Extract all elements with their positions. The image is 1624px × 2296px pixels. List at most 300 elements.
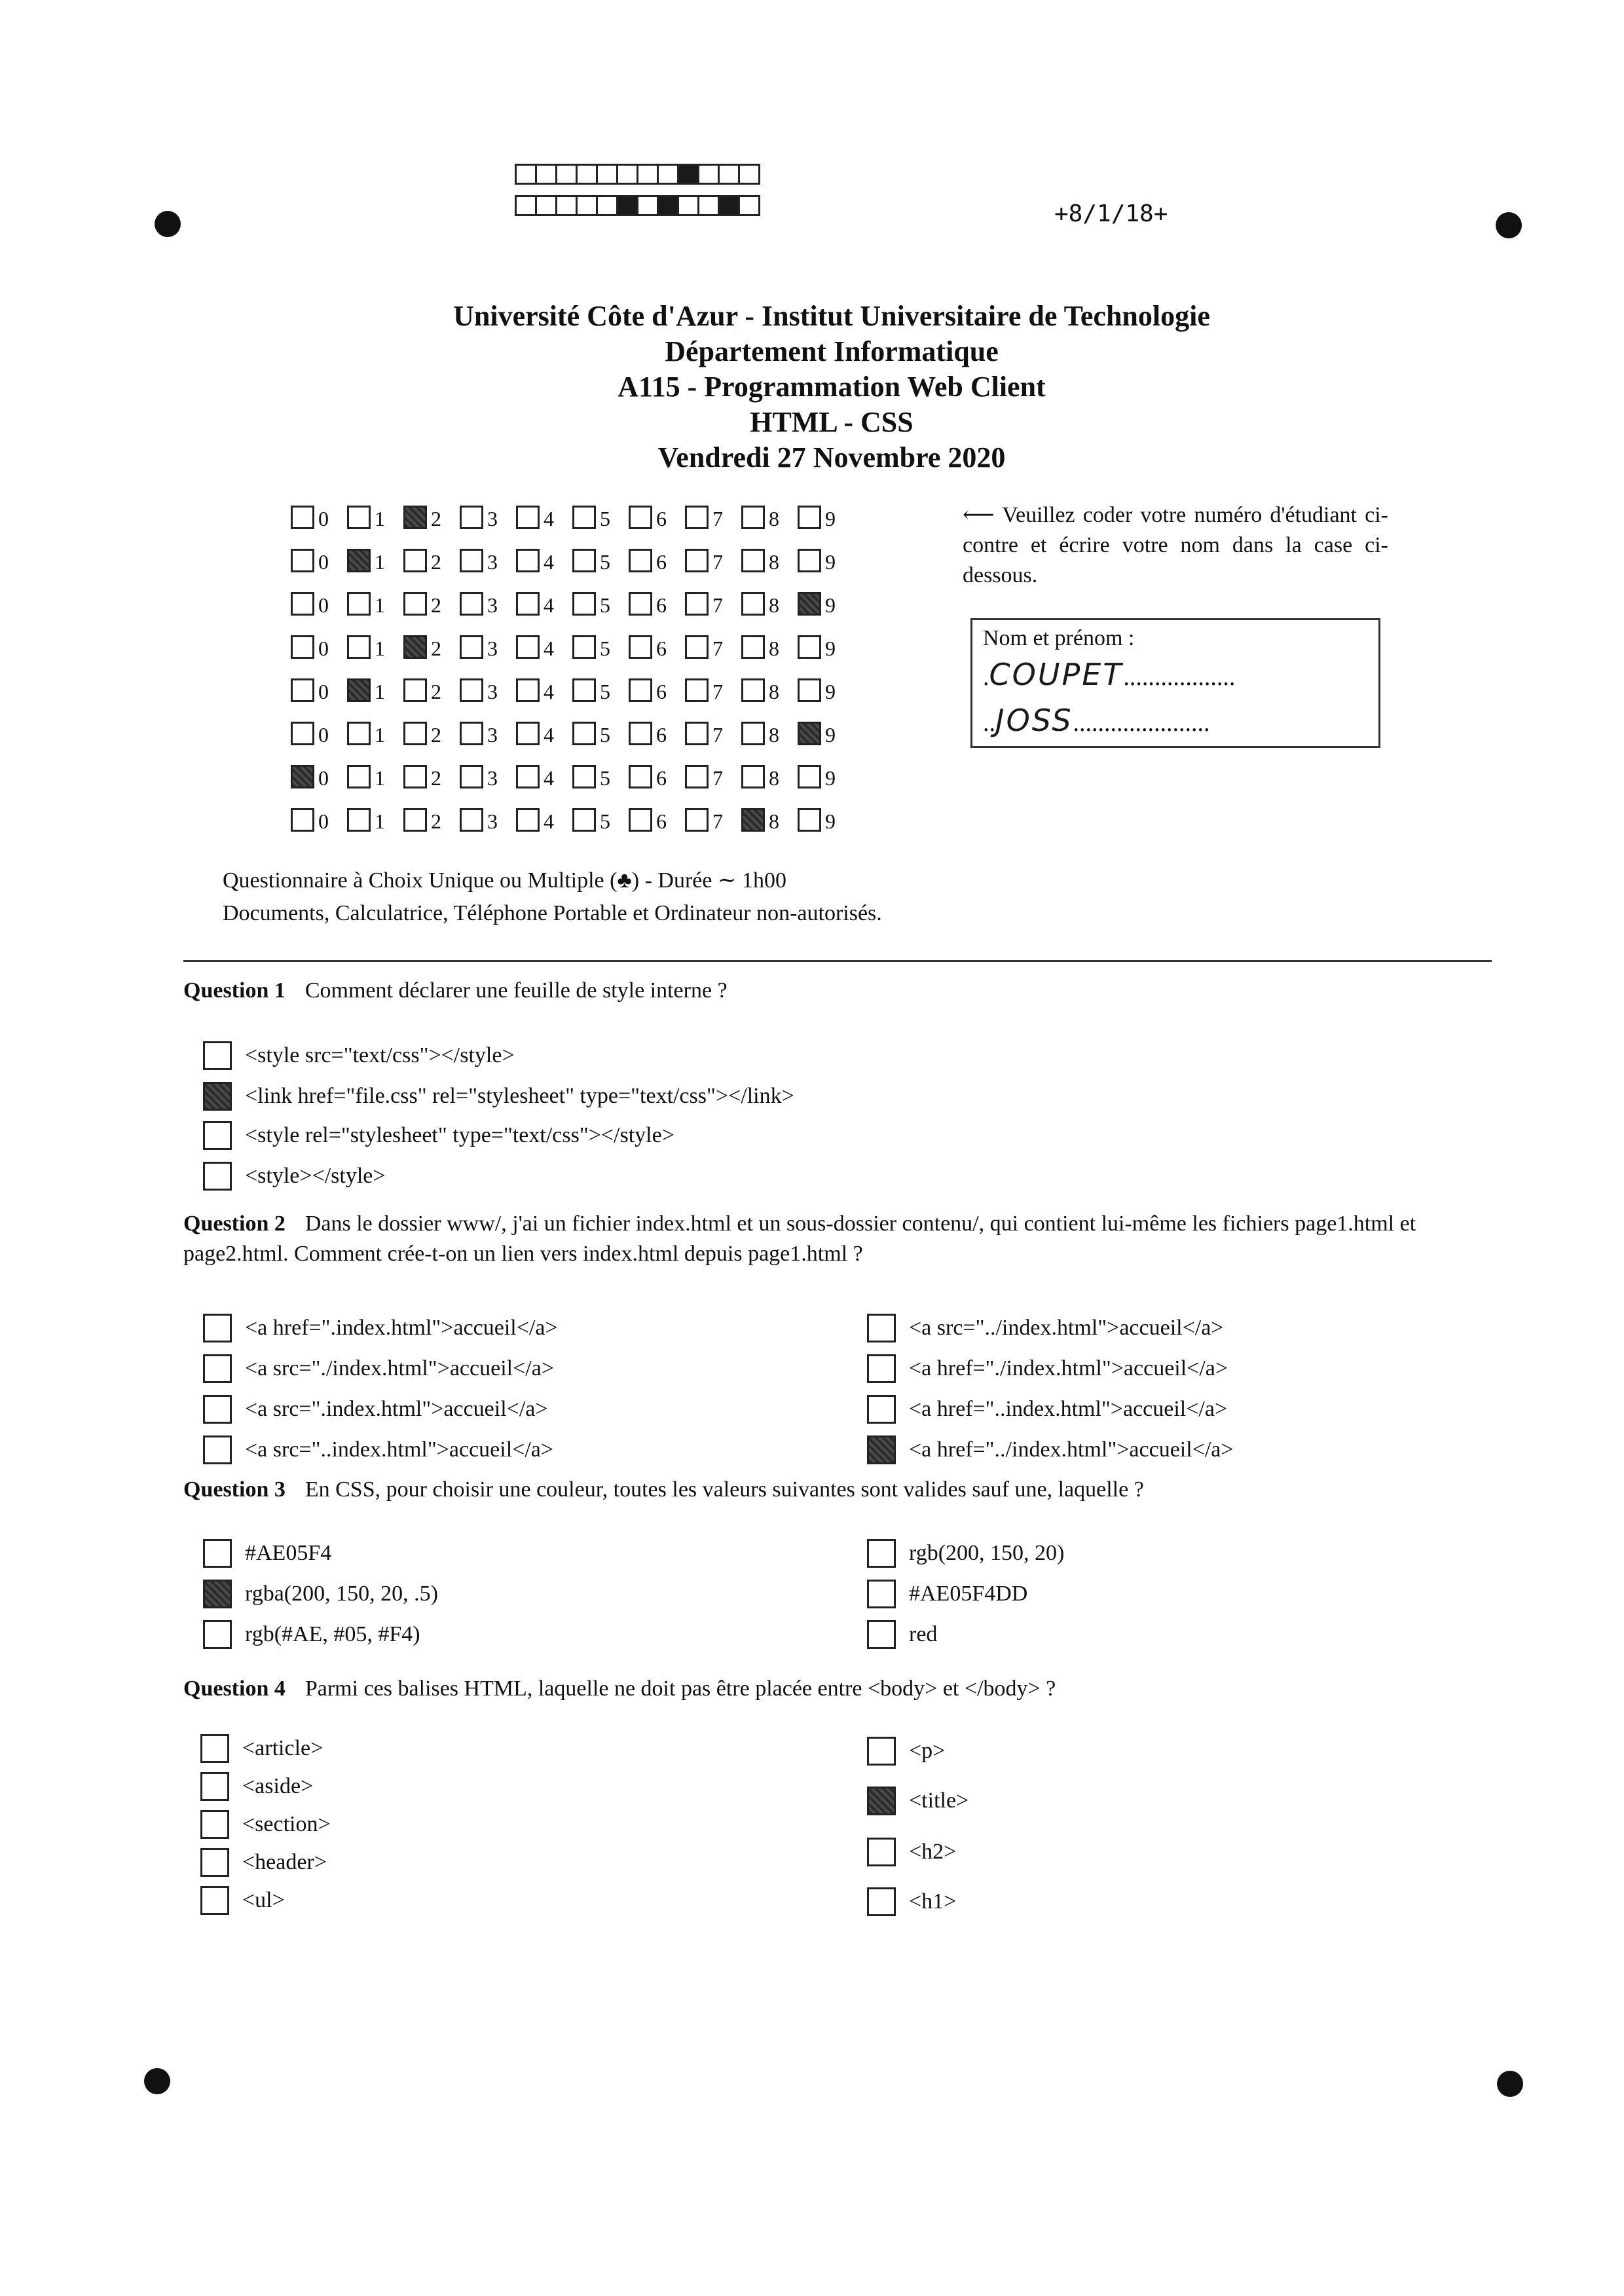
question-title	[183, 1674, 1493, 1704]
answer-checkbox[interactable]	[867, 1580, 896, 1608]
digit-option[interactable]	[347, 630, 403, 659]
digit-option[interactable]	[798, 587, 854, 616]
digit-option[interactable]	[347, 716, 403, 745]
answer-checkbox[interactable]	[203, 1041, 232, 1070]
checkbox[interactable]	[685, 722, 709, 745]
barcode-cell	[535, 195, 557, 216]
answer-option[interactable]	[867, 1838, 956, 1866]
digit-label: 9	[825, 637, 836, 660]
answer-checkbox[interactable]	[203, 1580, 232, 1608]
answer-checkbox[interactable]	[203, 1620, 232, 1649]
answer-label: <title>	[909, 1788, 969, 1813]
checkbox[interactable]	[629, 635, 652, 659]
checkbox[interactable]	[685, 808, 709, 832]
checkbox[interactable]	[685, 549, 709, 572]
department-title: Département Informatique	[665, 335, 999, 367]
checkbox[interactable]	[516, 592, 540, 616]
answer-checkbox[interactable]	[867, 1787, 896, 1815]
answer-option[interactable]	[200, 1810, 331, 1839]
first-name-handwritten: JOSS	[995, 703, 1073, 738]
digit-label: 8	[769, 723, 779, 747]
question-number: Question 3	[183, 1477, 286, 1502]
answer-label: red	[909, 1622, 938, 1646]
answer-option[interactable]	[867, 1314, 1223, 1342]
digit-option[interactable]	[516, 630, 572, 659]
checkbox[interactable]	[516, 678, 540, 702]
checkbox[interactable]	[347, 722, 371, 745]
digit-option[interactable]	[347, 760, 403, 788]
digit-label: 4	[544, 809, 554, 833]
digit-option[interactable]	[460, 716, 516, 745]
student-number-row	[291, 544, 854, 572]
checkbox[interactable]	[685, 592, 709, 616]
answer-option[interactable]	[867, 1787, 969, 1815]
digit-option[interactable]	[572, 673, 629, 702]
answer-option[interactable]	[203, 1620, 420, 1649]
checkbox[interactable]	[629, 592, 652, 616]
checkbox[interactable]	[516, 808, 540, 832]
digit-option[interactable]	[629, 544, 685, 572]
digit-option[interactable]	[460, 587, 516, 616]
digit-option[interactable]	[403, 760, 460, 788]
digit-label: 3	[487, 766, 498, 790]
checkbox[interactable]	[291, 592, 314, 616]
checkbox[interactable]	[629, 722, 652, 745]
digit-option[interactable]	[629, 716, 685, 745]
digit-option[interactable]	[798, 544, 854, 572]
answer-label: <a href=".index.html">accueil</a>	[245, 1316, 558, 1340]
barcode-cell	[718, 195, 740, 216]
digit-option[interactable]	[572, 803, 629, 832]
checkbox[interactable]	[572, 549, 596, 572]
checkbox[interactable]	[741, 592, 765, 616]
checkbox[interactable]	[572, 722, 596, 745]
digit-option[interactable]	[460, 630, 516, 659]
digit-option[interactable]	[291, 760, 347, 788]
question-number: Question 1	[183, 978, 286, 1003]
answer-option[interactable]	[200, 1886, 285, 1915]
checkbox[interactable]	[741, 506, 765, 529]
answer-label: <link href="file.css" rel="stylesheet" type="text/css"></link>	[245, 1084, 794, 1108]
barcode-row	[515, 195, 758, 216]
answer-label: <h1>	[909, 1889, 957, 1914]
digit-option[interactable]	[629, 803, 685, 832]
checkbox[interactable]	[403, 765, 427, 788]
checkbox[interactable]	[291, 506, 314, 529]
answer-checkbox[interactable]	[200, 1886, 229, 1915]
digit-label: 7	[712, 637, 723, 660]
digit-option[interactable]	[685, 544, 741, 572]
digit-option[interactable]	[685, 760, 741, 788]
answer-label: #AE05F4	[245, 1541, 332, 1565]
checkbox[interactable]	[629, 765, 652, 788]
digit-option[interactable]	[685, 673, 741, 702]
digit-option[interactable]	[572, 630, 629, 659]
checkbox[interactable]	[291, 765, 314, 788]
answer-checkbox[interactable]	[200, 1734, 229, 1763]
checkbox[interactable]	[572, 506, 596, 529]
answer-checkbox[interactable]	[203, 1435, 232, 1464]
topic-title: HTML - CSS	[750, 406, 913, 438]
digit-label: 5	[600, 680, 610, 703]
checkbox[interactable]	[741, 635, 765, 659]
digit-option[interactable]	[685, 630, 741, 659]
answer-checkbox[interactable]	[867, 1838, 896, 1866]
digit-label: 8	[769, 637, 779, 660]
digit-label: 7	[712, 723, 723, 747]
checkbox[interactable]	[572, 678, 596, 702]
answer-checkbox[interactable]	[203, 1539, 232, 1568]
student-number-row	[291, 803, 854, 832]
digit-option[interactable]	[572, 500, 629, 529]
barcode-cell	[718, 164, 740, 185]
barcode-cell	[738, 195, 760, 216]
digit-option[interactable]	[460, 500, 516, 529]
answer-option[interactable]	[200, 1848, 327, 1877]
answer-checkbox[interactable]	[867, 1539, 896, 1568]
answer-checkbox[interactable]	[867, 1435, 896, 1464]
digit-option[interactable]	[460, 760, 516, 788]
checkbox[interactable]	[572, 635, 596, 659]
answer-option[interactable]	[867, 1435, 1234, 1464]
answer-checkbox[interactable]	[203, 1082, 232, 1111]
course-title: A115 - Programmation Web Client	[618, 371, 1046, 403]
barcode-cell	[657, 195, 679, 216]
digit-option[interactable]	[347, 587, 403, 616]
digit-label: 9	[825, 809, 836, 833]
answer-checkbox[interactable]	[203, 1314, 232, 1342]
barcode-cell	[535, 164, 557, 185]
name-label: Nom et prénom :	[983, 626, 1135, 650]
checkbox[interactable]	[798, 722, 821, 745]
digit-option[interactable]	[798, 760, 854, 788]
checkbox[interactable]	[629, 506, 652, 529]
digit-label: 1	[375, 809, 385, 833]
digit-option[interactable]	[685, 587, 741, 616]
digit-option[interactable]	[403, 544, 460, 572]
answer-checkbox[interactable]	[203, 1162, 232, 1191]
checkbox[interactable]	[460, 635, 483, 659]
checkbox[interactable]	[798, 808, 821, 832]
checkbox[interactable]	[347, 549, 371, 572]
checkbox[interactable]	[685, 506, 709, 529]
checkbox[interactable]	[741, 808, 765, 832]
digit-label: 6	[656, 593, 667, 617]
checkbox[interactable]	[347, 635, 371, 659]
digit-option[interactable]	[629, 630, 685, 659]
digit-label: 8	[769, 550, 779, 574]
question-number: Question 4	[183, 1676, 286, 1701]
answer-option[interactable]	[203, 1435, 553, 1464]
answer-label: <style rel="stylesheet" type="text/css"></style>	[245, 1123, 674, 1147]
answer-option[interactable]	[203, 1539, 331, 1568]
checkbox[interactable]	[516, 549, 540, 572]
digit-option[interactable]	[403, 673, 460, 702]
digit-option[interactable]	[572, 587, 629, 616]
digit-option[interactable]	[798, 716, 854, 745]
digit-label: 8	[769, 507, 779, 530]
checkbox[interactable]	[572, 592, 596, 616]
answer-option[interactable]	[203, 1314, 558, 1342]
digit-label: 8	[769, 766, 779, 790]
digit-option[interactable]	[798, 803, 854, 832]
answer-option[interactable]	[867, 1620, 937, 1649]
last-name-handwritten: COUPET	[989, 657, 1124, 692]
checkbox[interactable]	[291, 808, 314, 832]
digit-option[interactable]	[629, 760, 685, 788]
checkbox[interactable]	[460, 722, 483, 745]
answer-checkbox[interactable]	[867, 1737, 896, 1766]
checkbox[interactable]	[291, 549, 314, 572]
digit-option[interactable]	[516, 803, 572, 832]
checkbox[interactable]	[347, 678, 371, 702]
digit-option[interactable]	[347, 803, 403, 832]
answer-checkbox[interactable]	[867, 1395, 896, 1424]
digit-option[interactable]	[291, 673, 347, 702]
digit-option[interactable]	[403, 500, 460, 529]
digit-option[interactable]	[516, 587, 572, 616]
digit-option[interactable]	[460, 803, 516, 832]
digit-option[interactable]	[291, 630, 347, 659]
checkbox[interactable]	[798, 592, 821, 616]
digit-label: 6	[656, 680, 667, 703]
checkbox[interactable]	[347, 506, 371, 529]
digit-option[interactable]	[741, 544, 798, 572]
checkbox[interactable]	[516, 635, 540, 659]
digit-option[interactable]	[572, 544, 629, 572]
checkbox[interactable]	[403, 506, 427, 529]
checkbox[interactable]	[347, 765, 371, 788]
registration-mark-top-right	[1496, 212, 1522, 238]
answer-option[interactable]	[203, 1395, 548, 1424]
digit-option[interactable]	[291, 803, 347, 832]
digit-label: 2	[431, 680, 441, 703]
digit-option[interactable]	[685, 716, 741, 745]
digit-option[interactable]	[403, 716, 460, 745]
digit-option[interactable]	[572, 760, 629, 788]
digit-label: 0	[318, 809, 329, 833]
answer-checkbox[interactable]	[200, 1772, 229, 1801]
answer-checkbox[interactable]	[203, 1395, 232, 1424]
digit-option[interactable]	[798, 500, 854, 529]
checkbox[interactable]	[741, 678, 765, 702]
exam-instructions: Questionnaire à Choix Unique ou Multiple (♣) - Durée ∼ 1h00 Documents, Calculatrice, Téléphone Portable et Ordinateur non-autorisés.	[223, 868, 882, 925]
digit-option[interactable]	[291, 544, 347, 572]
digit-option[interactable]	[741, 630, 798, 659]
answer-option[interactable]	[867, 1887, 956, 1916]
digit-option[interactable]	[460, 544, 516, 572]
checkbox[interactable]	[741, 549, 765, 572]
checkbox[interactable]	[347, 808, 371, 832]
checkbox[interactable]	[291, 635, 314, 659]
digit-option[interactable]	[741, 500, 798, 529]
digit-option[interactable]	[741, 587, 798, 616]
digit-label: 0	[318, 637, 329, 660]
answer-option[interactable]	[203, 1041, 515, 1070]
digit-option[interactable]	[741, 760, 798, 788]
answer-checkbox[interactable]	[867, 1354, 896, 1383]
digit-label: 6	[656, 637, 667, 660]
question-title	[183, 976, 1493, 1006]
digit-label: 5	[600, 637, 610, 660]
answer-label: <aside>	[242, 1774, 314, 1798]
answer-label: <a src=".index.html">accueil</a>	[245, 1397, 548, 1421]
checkbox[interactable]	[685, 678, 709, 702]
checkbox[interactable]	[403, 592, 427, 616]
answer-checkbox[interactable]	[867, 1314, 896, 1342]
checkbox[interactable]	[291, 678, 314, 702]
name-box[interactable]	[970, 618, 1380, 748]
checkbox[interactable]	[460, 765, 483, 788]
digit-option[interactable]	[347, 673, 403, 702]
checkbox[interactable]	[460, 506, 483, 529]
digit-label: 8	[769, 680, 779, 703]
digit-label: 3	[487, 809, 498, 833]
checkbox[interactable]	[403, 722, 427, 745]
checkbox[interactable]	[741, 765, 765, 788]
divider	[183, 960, 1492, 962]
answer-option[interactable]	[867, 1580, 1027, 1608]
checkbox[interactable]	[516, 506, 540, 529]
checkbox[interactable]	[460, 592, 483, 616]
barcode-cell	[677, 164, 699, 185]
answer-label: <header>	[242, 1850, 327, 1874]
checkbox[interactable]	[460, 808, 483, 832]
digit-option[interactable]	[403, 803, 460, 832]
checkbox[interactable]	[572, 765, 596, 788]
digit-label: 7	[712, 680, 723, 703]
registration-mark-bottom-right	[1497, 2071, 1523, 2097]
answer-label: rgb(#AE, #05, #F4)	[245, 1622, 420, 1646]
digit-label: 1	[375, 680, 385, 703]
digit-option[interactable]	[685, 803, 741, 832]
answer-option[interactable]	[203, 1162, 386, 1191]
answer-label: <a href="..index.html">accueil</a>	[909, 1397, 1228, 1421]
checkbox[interactable]	[403, 635, 427, 659]
checkbox[interactable]	[798, 506, 821, 529]
digit-label: 4	[544, 723, 554, 747]
digit-option[interactable]	[291, 500, 347, 529]
checkbox[interactable]	[291, 722, 314, 745]
student-number-row	[291, 716, 854, 745]
answer-checkbox[interactable]	[200, 1848, 229, 1877]
answer-option[interactable]	[200, 1734, 323, 1763]
answer-option[interactable]	[203, 1121, 674, 1150]
answer-option[interactable]	[867, 1354, 1228, 1383]
digit-option[interactable]	[685, 500, 741, 529]
checkbox[interactable]	[798, 549, 821, 572]
checkbox[interactable]	[403, 808, 427, 832]
checkbox[interactable]	[516, 722, 540, 745]
student-number-row	[291, 673, 854, 702]
digit-option[interactable]	[347, 500, 403, 529]
digit-option[interactable]	[798, 673, 854, 702]
checkbox[interactable]	[460, 678, 483, 702]
digit-option[interactable]	[403, 630, 460, 659]
digit-label: 7	[712, 809, 723, 833]
answer-checkbox[interactable]	[203, 1354, 232, 1383]
answer-option[interactable]	[867, 1737, 945, 1766]
checkbox[interactable]	[629, 808, 652, 832]
digit-label: 0	[318, 680, 329, 703]
checkbox[interactable]	[798, 678, 821, 702]
digit-option[interactable]	[741, 716, 798, 745]
digit-label: 5	[600, 507, 610, 530]
digit-label: 4	[544, 680, 554, 703]
digit-option[interactable]	[629, 587, 685, 616]
question-text: Comment déclarer une feuille de style interne ?	[304, 978, 728, 1003]
digit-label: 4	[544, 593, 554, 617]
digit-option[interactable]	[798, 630, 854, 659]
checkbox[interactable]	[741, 722, 765, 745]
digit-option[interactable]	[291, 587, 347, 616]
digit-label: 5	[600, 766, 610, 790]
checkbox[interactable]	[798, 765, 821, 788]
digit-option[interactable]	[347, 544, 403, 572]
digit-option[interactable]	[741, 673, 798, 702]
answer-option[interactable]	[867, 1395, 1227, 1424]
digit-label: 0	[318, 593, 329, 617]
checkbox[interactable]	[572, 808, 596, 832]
digit-label: 1	[375, 550, 385, 574]
digit-option[interactable]	[516, 500, 572, 529]
barcode-cell	[677, 195, 699, 216]
answer-checkbox[interactable]	[867, 1620, 896, 1649]
registration-mark-bottom-left	[144, 2068, 170, 2094]
digit-option[interactable]	[629, 673, 685, 702]
digit-option[interactable]	[741, 803, 798, 832]
answer-option[interactable]	[867, 1539, 1064, 1568]
checkbox[interactable]	[629, 549, 652, 572]
digit-option[interactable]	[629, 500, 685, 529]
answer-checkbox[interactable]	[203, 1121, 232, 1150]
checkbox[interactable]	[403, 549, 427, 572]
checkbox[interactable]	[460, 549, 483, 572]
student-number-row	[291, 630, 854, 659]
digit-label: 5	[600, 593, 610, 617]
checkbox[interactable]	[629, 678, 652, 702]
digit-label: 6	[656, 723, 667, 747]
digit-option[interactable]	[403, 587, 460, 616]
digit-option[interactable]	[516, 760, 572, 788]
digit-option[interactable]	[516, 544, 572, 572]
checkbox[interactable]	[347, 592, 371, 616]
answer-checkbox[interactable]	[867, 1887, 896, 1916]
checkbox[interactable]	[685, 765, 709, 788]
digit-label: 9	[825, 766, 836, 790]
checkbox[interactable]	[516, 765, 540, 788]
checkbox[interactable]	[403, 678, 427, 702]
checkbox[interactable]	[685, 635, 709, 659]
digit-label: 4	[544, 507, 554, 530]
answer-option[interactable]	[203, 1354, 554, 1383]
digit-option[interactable]	[291, 716, 347, 745]
answer-option[interactable]	[203, 1580, 438, 1608]
answer-checkbox[interactable]	[200, 1810, 229, 1839]
digit-option[interactable]	[516, 716, 572, 745]
barcode-cell	[576, 195, 598, 216]
answer-label: rgb(200, 150, 20)	[909, 1541, 1065, 1565]
digit-option[interactable]	[572, 716, 629, 745]
checkbox[interactable]	[798, 635, 821, 659]
digit-label: 1	[375, 637, 385, 660]
answer-label: <a href="../index.html">accueil</a>	[909, 1437, 1234, 1462]
answer-option[interactable]	[203, 1082, 794, 1111]
barcode-cell	[596, 195, 618, 216]
answer-option[interactable]	[200, 1772, 313, 1801]
digit-option[interactable]	[516, 673, 572, 702]
digit-option[interactable]	[460, 673, 516, 702]
